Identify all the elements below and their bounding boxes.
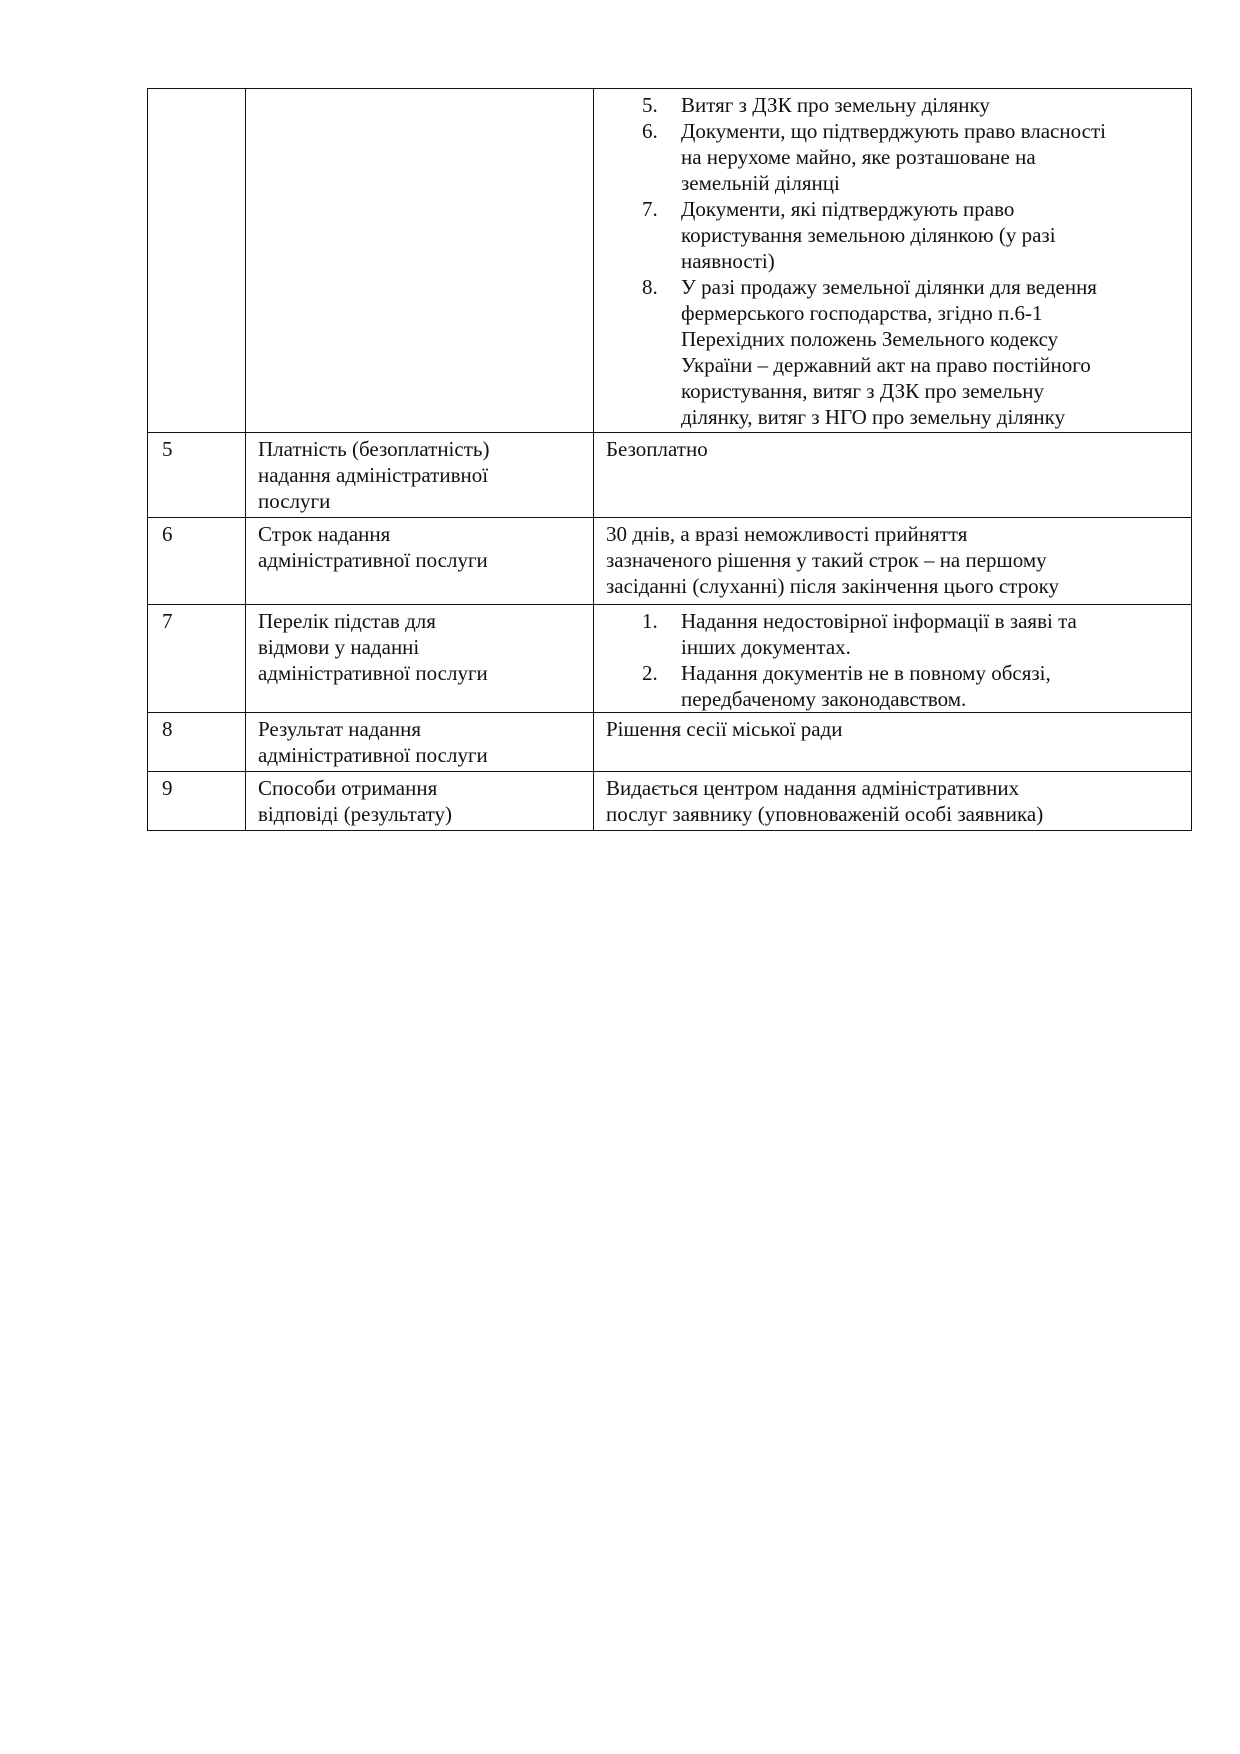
list-item bbox=[606, 92, 1181, 118]
list-item bbox=[606, 608, 1181, 660]
row-number: 9 bbox=[162, 776, 173, 800]
service-attribute-cell bbox=[246, 433, 594, 518]
list-line: користування, витяг з ДЗК про земельну bbox=[681, 379, 1044, 403]
list-line: Надання недостовірної інформації в заяві та bbox=[681, 609, 1077, 633]
list-line: інших документах. bbox=[681, 635, 851, 659]
list-line: передбаченому законодавством. bbox=[681, 687, 967, 711]
row-number-cell bbox=[148, 518, 246, 605]
value-line: послуг заявнику (уповноваженій особі заявника) bbox=[606, 802, 1044, 826]
attribute-line: відмови у наданні bbox=[258, 635, 420, 659]
list-item bbox=[606, 660, 1181, 712]
list-line: У разі продажу земельної ділянки для ведення bbox=[681, 275, 1097, 299]
value-line: зазначеного рішення у такий строк – на першому bbox=[606, 548, 1047, 572]
list-number: 8. bbox=[642, 275, 658, 299]
list-line: ділянку, витяг з НГО про земельну ділянку bbox=[681, 405, 1066, 429]
row-number-cell bbox=[148, 713, 246, 772]
attribute-value-cell bbox=[594, 772, 1192, 831]
attribute-line: відповіді (результату) bbox=[258, 802, 453, 826]
numbered-list bbox=[606, 92, 1181, 430]
list-number: 1. bbox=[642, 609, 658, 633]
attribute-line: адміністративної послуги bbox=[258, 661, 488, 685]
list-item bbox=[606, 118, 1181, 196]
attribute-line: послуги bbox=[258, 489, 331, 513]
service-attribute-cell bbox=[246, 605, 594, 713]
value-line: 30 днів, а вразі неможливості прийняття bbox=[606, 522, 968, 546]
row-number: 8 bbox=[162, 717, 173, 741]
attribute-line: Строк надання bbox=[258, 522, 391, 546]
list-line: користування земельною ділянкою (у разі bbox=[681, 223, 1056, 247]
list-line: фермерського господарства, згідно п.6-1 bbox=[681, 301, 1043, 325]
row-number: 6 bbox=[162, 522, 173, 546]
value-line: Рішення сесії міської ради bbox=[606, 717, 843, 741]
service-attribute-cell bbox=[246, 89, 594, 433]
service-attribute-cell bbox=[246, 713, 594, 772]
value-line: Безоплатно bbox=[606, 437, 708, 461]
row-number-cell bbox=[148, 433, 246, 518]
table-row bbox=[148, 518, 1192, 605]
list-line: України – державний акт на право постійного bbox=[681, 353, 1091, 377]
list-line: на нерухоме майно, яке розташоване на bbox=[681, 145, 1036, 169]
attribute-line: адміністративної послуги bbox=[258, 548, 488, 572]
value-line: засіданні (слуханні) після закінчення цього строку bbox=[606, 574, 1059, 598]
row-number-cell bbox=[148, 605, 246, 713]
row-number-cell bbox=[148, 772, 246, 831]
list-line: Перехідних положень Земельного кодексу bbox=[681, 327, 1059, 351]
list-line: Надання документів не в повному обсязі, bbox=[681, 661, 1051, 685]
attribute-value-cell bbox=[594, 713, 1192, 772]
attribute-line: Результат надання bbox=[258, 717, 422, 741]
list-line: Документи, що підтверджують право власності bbox=[681, 119, 1106, 143]
list-number: 6. bbox=[642, 119, 658, 143]
table-row bbox=[148, 433, 1192, 518]
attribute-value-cell bbox=[594, 605, 1192, 713]
table-row bbox=[148, 772, 1192, 831]
list-line: Документи, які підтверджують право bbox=[681, 197, 1015, 221]
row-number-cell bbox=[148, 89, 246, 433]
service-attribute-cell bbox=[246, 518, 594, 605]
list-item bbox=[606, 196, 1181, 274]
numbered-list bbox=[606, 608, 1181, 712]
attribute-line: Платність (безоплатність) bbox=[258, 437, 490, 461]
list-number: 5. bbox=[642, 93, 658, 117]
table-row bbox=[148, 89, 1192, 433]
attribute-line: Перелік підстав для bbox=[258, 609, 436, 633]
list-line: земельній ділянці bbox=[681, 171, 840, 195]
list-number: 2. bbox=[642, 661, 658, 685]
attribute-line: адміністративної послуги bbox=[258, 743, 488, 767]
attribute-value-cell bbox=[594, 518, 1192, 605]
table-row bbox=[148, 605, 1192, 713]
value-line: Видається центром надання адміністративних bbox=[606, 776, 1020, 800]
list-item bbox=[606, 274, 1181, 430]
row-number: 7 bbox=[162, 609, 173, 633]
list-line: наявності) bbox=[681, 249, 775, 273]
service-attribute-cell bbox=[246, 772, 594, 831]
attribute-value-cell bbox=[594, 89, 1192, 433]
row-number: 5 bbox=[162, 437, 173, 461]
services-table bbox=[147, 88, 1192, 831]
list-line: Витяг з ДЗК про земельну ділянку bbox=[681, 93, 990, 117]
attribute-line: Способи отримання bbox=[258, 776, 438, 800]
attribute-value-cell bbox=[594, 433, 1192, 518]
list-number: 7. bbox=[642, 197, 658, 221]
attribute-line: надання адміністративної bbox=[258, 463, 489, 487]
table-row bbox=[148, 713, 1192, 772]
